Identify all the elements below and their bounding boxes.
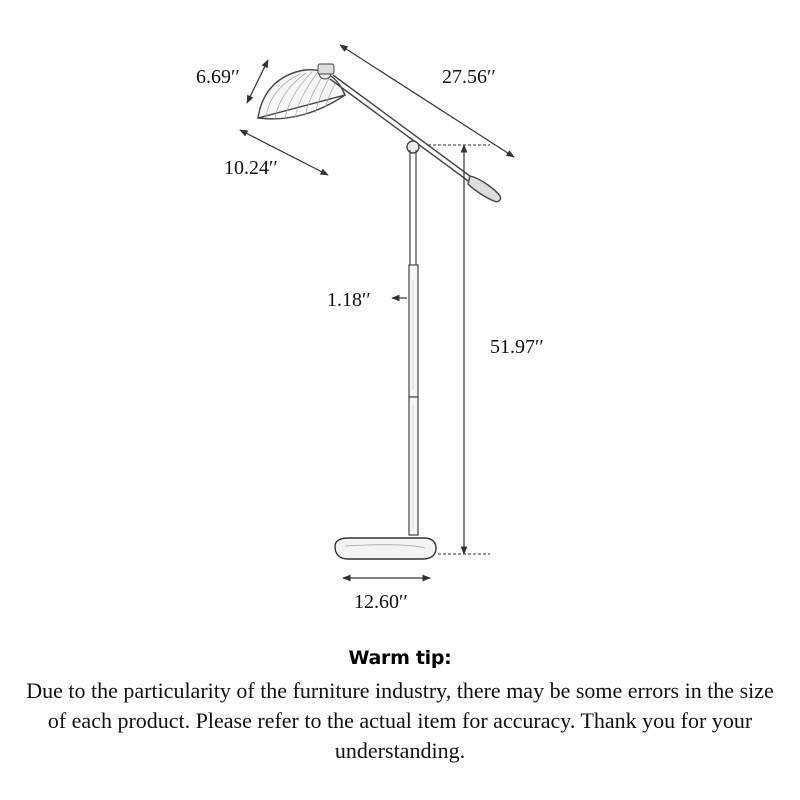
lamp-base (335, 538, 436, 559)
pole-diameter-label: 1.18′′ (327, 289, 371, 311)
dimension-lines (240, 45, 514, 578)
lamp-pole (409, 150, 418, 535)
lamp-height-label: 51.97′′ (490, 336, 544, 358)
base-width-label: 12.60′′ (354, 591, 408, 613)
shade-width-label: 10.24′′ (224, 157, 278, 179)
warm-tip-title: Warm tip: (348, 647, 452, 669)
shade-height-label: 6.69′′ (196, 66, 240, 88)
arm-length-dimension-line (340, 45, 514, 157)
warm-tip-body: Due to the particularity of the furniture industry, there may be some errors in the size of each product. Please refer to the actual item for accuracy. Thank you for your understanding. (26, 678, 774, 763)
lamp-shade (258, 64, 345, 119)
arm-length-label: 27.56′′ (442, 66, 496, 88)
